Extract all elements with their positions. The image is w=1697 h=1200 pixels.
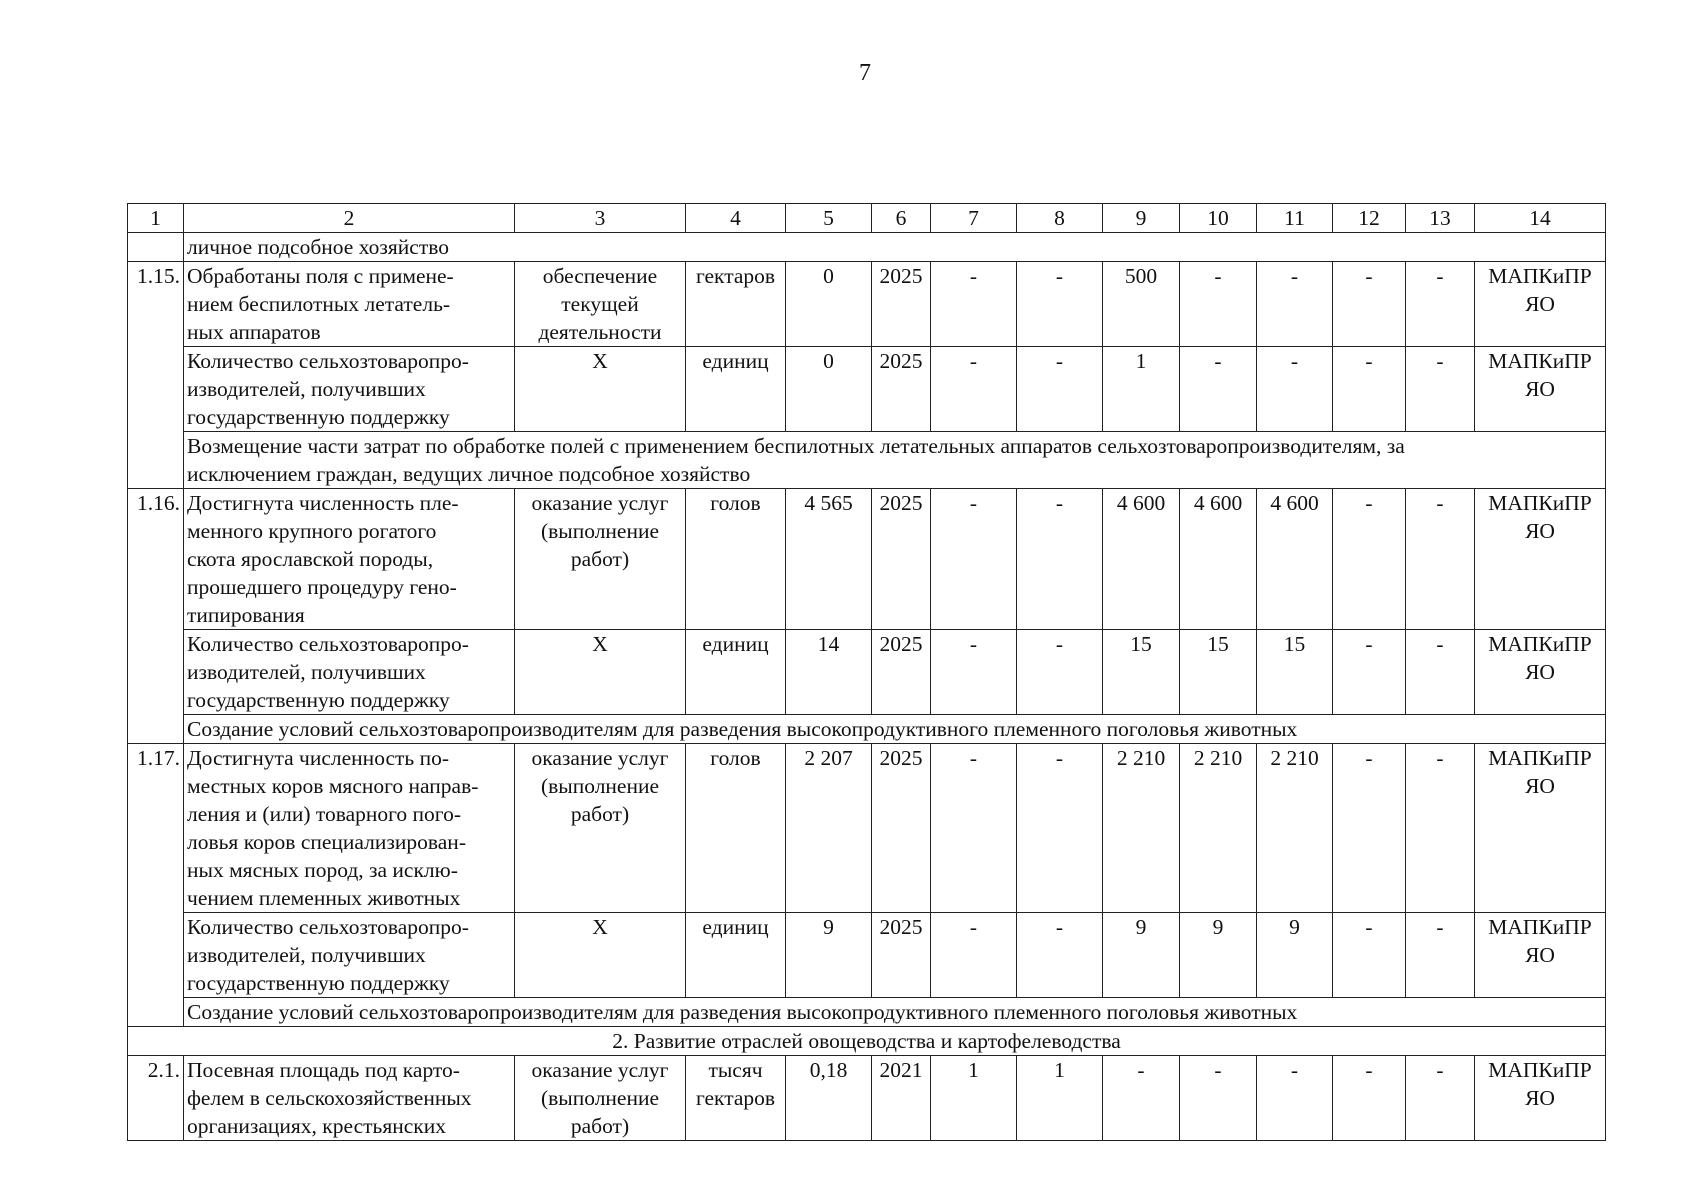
- indicators-table: [127, 203, 1606, 1141]
- row-note: личное подсобное хозяйство: [184, 233, 1606, 262]
- value-col7: -: [931, 630, 1017, 715]
- header-cell: 7: [931, 204, 1017, 233]
- value-col12: -: [1333, 489, 1406, 630]
- indicator-type: оказание услуг (выполнение работ): [515, 489, 686, 630]
- base-year: 2025: [872, 913, 931, 998]
- value-col12: -: [1333, 630, 1406, 715]
- base-value: 0,18: [786, 1056, 872, 1141]
- value-col13: -: [1406, 630, 1475, 715]
- value-col9: 1: [1103, 347, 1180, 432]
- table-row: [128, 262, 1606, 347]
- value-col9: 4 600: [1103, 489, 1180, 630]
- indicator-type: Х: [515, 913, 686, 998]
- value-col12: -: [1333, 913, 1406, 998]
- responsible: МАПКиПР ЯО: [1475, 744, 1606, 913]
- value-col13: -: [1406, 913, 1475, 998]
- value-col10: 15: [1180, 630, 1257, 715]
- page-number: 7: [859, 60, 871, 86]
- value-col13: -: [1406, 744, 1475, 913]
- header-cell: 5: [786, 204, 872, 233]
- value-col8: -: [1017, 630, 1103, 715]
- value-col11: 2 210: [1257, 744, 1333, 913]
- value-col13: -: [1406, 489, 1475, 630]
- unit: гектаров: [686, 262, 786, 347]
- responsible: МАПКиПР ЯО: [1475, 630, 1606, 715]
- base-year: 2021: [872, 1056, 931, 1141]
- row-number: 2.1.: [128, 1056, 184, 1141]
- responsible: МАПКиПР ЯО: [1475, 347, 1606, 432]
- value-col10: -: [1180, 1056, 1257, 1141]
- unit: единиц: [686, 630, 786, 715]
- indicator-name: Достигнута численность по- местных коров мясного направ- ления и (или) товарного пого- ловья коров специализирован- ных мясных пород, за исклю- чением племенных животных: [184, 744, 515, 913]
- value-col8: -: [1017, 347, 1103, 432]
- indicator-type: оказание услуг (выполнение работ): [515, 744, 686, 913]
- row-number: 1.15.: [128, 262, 184, 489]
- responsible: МАПКиПР ЯО: [1475, 489, 1606, 630]
- base-year: 2025: [872, 744, 931, 913]
- value-col9: 2 210: [1103, 744, 1180, 913]
- table-row: [128, 630, 1606, 715]
- base-value: 9: [786, 913, 872, 998]
- unit: голов: [686, 489, 786, 630]
- header-cell: 4: [686, 204, 786, 233]
- table-row: [128, 347, 1606, 432]
- base-value: 4 565: [786, 489, 872, 630]
- value-col8: -: [1017, 489, 1103, 630]
- note-row: [128, 998, 1606, 1027]
- header-cell: 6: [872, 204, 931, 233]
- header-cell: 11: [1257, 204, 1333, 233]
- value-col10: 4 600: [1180, 489, 1257, 630]
- value-col11: 4 600: [1257, 489, 1333, 630]
- base-value: 2 207: [786, 744, 872, 913]
- value-col10: 2 210: [1180, 744, 1257, 913]
- indicator-name: Количество сельхозтоваропро- изводителей, получивших государственную поддержку: [184, 630, 515, 715]
- value-col10: 9: [1180, 913, 1257, 998]
- header-cell: 3: [515, 204, 686, 233]
- table-row: [128, 744, 1606, 913]
- value-col8: -: [1017, 744, 1103, 913]
- unit: голов: [686, 744, 786, 913]
- value-col7: -: [931, 489, 1017, 630]
- value-col7: -: [931, 347, 1017, 432]
- value-col11: -: [1257, 1056, 1333, 1141]
- base-value: 0: [786, 347, 872, 432]
- indicator-type: обеспечение текущей деятельности: [515, 262, 686, 347]
- section-title: 2. Развитие отраслей овощеводства и картофелеводства: [128, 1027, 1606, 1056]
- value-col7: -: [931, 913, 1017, 998]
- responsible: МАПКиПР ЯО: [1475, 262, 1606, 347]
- value-col10: -: [1180, 347, 1257, 432]
- note-row: [128, 233, 1606, 262]
- value-col8: 1: [1017, 1056, 1103, 1141]
- value-col11: -: [1257, 262, 1333, 347]
- responsible: МАПКиПР ЯО: [1475, 1056, 1606, 1141]
- value-col9: 500: [1103, 262, 1180, 347]
- value-col12: -: [1333, 1056, 1406, 1141]
- value-col9: 9: [1103, 913, 1180, 998]
- base-value: 14: [786, 630, 872, 715]
- value-col11: 9: [1257, 913, 1333, 998]
- base-year: 2025: [872, 489, 931, 630]
- indicator-name: Количество сельхозтоваропро- изводителей, получивших государственную поддержку: [184, 347, 515, 432]
- header-cell: 9: [1103, 204, 1180, 233]
- note-row: [128, 715, 1606, 744]
- header-cell: 2: [184, 204, 515, 233]
- row-number: 1.16.: [128, 489, 184, 744]
- value-col9: -: [1103, 1056, 1180, 1141]
- unit: единиц: [686, 347, 786, 432]
- value-col10: -: [1180, 262, 1257, 347]
- indicator-name: Посевная площадь под карто- фелем в сельскохозяйственных организациях, крестьянских: [184, 1056, 515, 1141]
- value-col12: -: [1333, 744, 1406, 913]
- value-col13: -: [1406, 347, 1475, 432]
- table-row: [128, 489, 1606, 630]
- table-row: [128, 1056, 1606, 1141]
- value-col8: -: [1017, 913, 1103, 998]
- indicator-name: Количество сельхозтоваропро- изводителей, получивших государственную поддержку: [184, 913, 515, 998]
- row-note: Создание условий сельхозтоваропроизводителям для разведения высокопродуктивного племенного поголовья животных: [184, 998, 1606, 1027]
- unit: тысяч гектаров: [686, 1056, 786, 1141]
- header-cell: 10: [1180, 204, 1257, 233]
- value-col7: -: [931, 744, 1017, 913]
- value-col11: -: [1257, 347, 1333, 432]
- value-col12: -: [1333, 262, 1406, 347]
- value-col7: -: [931, 262, 1017, 347]
- note-row: [128, 432, 1606, 489]
- header-cell: 8: [1017, 204, 1103, 233]
- row-note: Создание условий сельхозтоваропроизводителям для разведения высокопродуктивного племенного поголовья животных: [184, 715, 1606, 744]
- row-note: Возмещение части затрат по обработке полей с применением беспилотных летательных аппаратов сельхозтоваропроизводителям, за исключением граждан, ведущих личное подсобное хозяйство: [184, 432, 1606, 489]
- header-row: [128, 204, 1606, 233]
- table-row: [128, 913, 1606, 998]
- base-year: 2025: [872, 347, 931, 432]
- indicator-type: Х: [515, 630, 686, 715]
- value-col11: 15: [1257, 630, 1333, 715]
- indicator-type: оказание услуг (выполнение работ): [515, 1056, 686, 1141]
- value-col9: 15: [1103, 630, 1180, 715]
- base-year: 2025: [872, 630, 931, 715]
- responsible: МАПКиПР ЯО: [1475, 913, 1606, 998]
- base-value: 0: [786, 262, 872, 347]
- indicator-name: Обработаны поля с примене- нием беспилотных летатель- ных аппаратов: [184, 262, 515, 347]
- header-cell: 14: [1475, 204, 1606, 233]
- value-col8: -: [1017, 262, 1103, 347]
- value-col12: -: [1333, 347, 1406, 432]
- header-cell: 1: [128, 204, 184, 233]
- row-number: 1.17.: [128, 744, 184, 1027]
- indicator-type: Х: [515, 347, 686, 432]
- base-year: 2025: [872, 262, 931, 347]
- value-col13: -: [1406, 262, 1475, 347]
- indicator-name: Достигнута численность пле- менного крупного рогатого скота ярославской породы, прошедшего процедуру гено- типирования: [184, 489, 515, 630]
- value-col13: -: [1406, 1056, 1475, 1141]
- value-col7: 1: [931, 1056, 1017, 1141]
- empty-cell: [128, 233, 184, 262]
- header-cell: 13: [1406, 204, 1475, 233]
- section-row: [128, 1027, 1606, 1056]
- header-cell: 12: [1333, 204, 1406, 233]
- unit: единиц: [686, 913, 786, 998]
